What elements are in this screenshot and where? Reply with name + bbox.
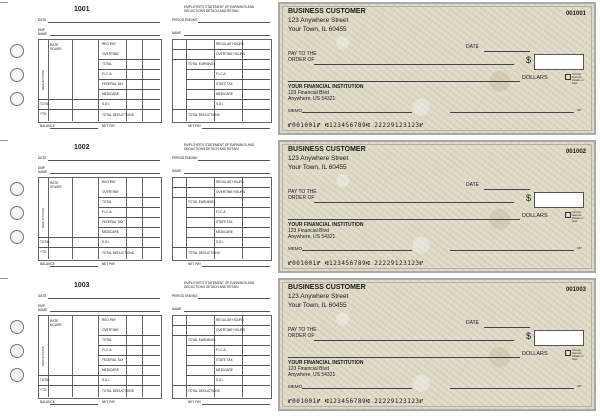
dollar-sign: $ <box>526 331 532 341</box>
check-date-field[interactable] <box>484 189 530 190</box>
stub-emp-name-label: EMP NAME <box>38 28 48 36</box>
dollar-sign: $ <box>526 193 532 203</box>
security-features-text: Security features. Details on back. <box>572 349 584 361</box>
customer-city: Your Town, IL 60455 <box>288 302 347 309</box>
stub-balance-label: BALANCE <box>40 262 55 266</box>
stub-reg-pay-label: REG PAY <box>102 42 116 46</box>
bank-street: 123 Financial Blvd <box>288 90 329 96</box>
stub-total-earnings-label: TOTAL EARNINGS <box>188 338 216 342</box>
stub-total-deductions-label: TOTAL DEDUCTIONS <box>102 113 134 117</box>
customer-name: BUSINESS CUSTOMER <box>288 146 366 153</box>
dollars-label: DOLLARS <box>522 213 548 219</box>
payee-field[interactable] <box>314 340 514 341</box>
stub-net-pay-label-right: NET PAY <box>188 262 202 266</box>
payroll-stub <box>36 2 272 135</box>
dollar-sign: $ <box>526 55 532 65</box>
order-of-text: ORDER OF <box>288 333 315 339</box>
stub-statement: EMPLOYEE'S STATEMENT OF EARNINGS AND DEDUCTIONS DETACH AND RETAIN <box>184 143 255 151</box>
punch-hole-icon <box>10 230 24 244</box>
stub-overtime-label: OVERTIME <box>102 52 119 56</box>
stub-net-pay-label: NET PAY <box>102 400 116 404</box>
stub-statement: EMPLOYEE'S STATEMENT OF EARNINGS AND DEDUCTIONS DETACH AND RETAIN <box>184 281 255 289</box>
stub-regular-hours-label: REGULAR HOURS <box>216 180 244 184</box>
stub-total-deductions-label-right: TOTAL DEDUCTIONS <box>188 389 220 393</box>
punch-hole-icon <box>10 92 24 106</box>
stub-date-line <box>48 160 160 161</box>
check-set <box>0 140 600 273</box>
security-features-text: Security features. Details on back. <box>572 211 584 223</box>
check-set <box>0 278 600 411</box>
stub-total-deductions-label: TOTAL DEDUCTIONS <box>102 389 134 393</box>
payee-field[interactable] <box>314 64 514 65</box>
stub-fica-label-right: F.I.C.A. <box>216 210 227 214</box>
payee-field[interactable] <box>314 202 514 203</box>
check-number: 001001 <box>565 11 586 17</box>
bank-name: YOUR FINANCIAL INSTITUTION <box>288 84 364 90</box>
stub-sdi-label: S.D.I. <box>102 102 110 106</box>
stub-period-label: PERIOD ENDING <box>172 294 198 298</box>
customer-street: 123 Anywhere Street <box>288 155 349 162</box>
amount-field[interactable] <box>534 192 584 208</box>
punch-hole-icon <box>10 344 24 358</box>
stub-number: 1002 <box>74 144 90 151</box>
stub-statement: EMPLOYEE'S STATEMENT OF EARNINGS AND DEDUCTIONS DETACH AND RETAIN <box>184 5 255 13</box>
stub-name-label: NAME <box>172 307 182 311</box>
check-set <box>0 2 600 135</box>
stub-date-line <box>48 298 160 299</box>
stub-ytd-label: YTD <box>40 112 47 116</box>
stub-name-line <box>184 311 270 312</box>
punch-hole-icon <box>10 320 24 334</box>
bank-street: 123 Financial Blvd <box>288 366 329 372</box>
stub-period-line <box>198 160 270 161</box>
stub-total-deductions-label-right: TOTAL DEDUCTIONS <box>188 113 220 117</box>
customer-city: Your Town, IL 60455 <box>288 164 347 171</box>
pay-to-label <box>288 189 317 201</box>
customer-street: 123 Anywhere Street <box>288 293 349 300</box>
stub-date-line <box>48 22 160 23</box>
micr-line: ⑈001001⑈ ⑆123456789⑆ 22229123123⑈ <box>288 398 424 405</box>
pay-to-text: PAY TO THE <box>288 327 317 333</box>
stub-emp-name-label: EMP NAME <box>38 166 48 174</box>
stub-total-label: TOTAL <box>102 338 112 342</box>
stub-deductions-label: DEDUCTIONS <box>41 346 45 366</box>
stub-total-deductions-label: TOTAL DEDUCTIONS <box>102 251 134 255</box>
padlock-icon <box>565 212 571 218</box>
pay-to-text: PAY TO THE <box>288 51 317 57</box>
stub-number: 1001 <box>74 6 90 13</box>
stub-medicare-label: MEDICARE <box>102 368 119 372</box>
stub-overtime-hours-label: OVERTIME HOURS <box>216 190 245 194</box>
stub-medicare-label: MEDICARE <box>102 230 119 234</box>
earnings-grid <box>38 177 162 261</box>
customer-name: BUSINESS CUSTOMER <box>288 8 366 15</box>
stub-overtime-label: OVERTIME <box>102 328 119 332</box>
amount-field[interactable] <box>534 330 584 346</box>
stub-balance-label: BALANCE <box>40 400 55 404</box>
stub-total-label: TOTAL <box>102 62 112 66</box>
stub-total-earnings-label: TOTAL EARNINGS <box>188 62 216 66</box>
stub-ytd-label: YTD <box>40 250 47 254</box>
stub-fica-label: F.I.C.A. <box>102 72 113 76</box>
punch-hole-icon <box>10 44 24 58</box>
stub-sdi-label-right: S.D.I. <box>216 378 224 382</box>
stub-period-label: PERIOD ENDING <box>172 18 198 22</box>
stub-total-row-label: TOTAL <box>40 378 50 382</box>
perforation-tick <box>0 140 8 141</box>
micr-line: ⑈001001⑈ ⑆123456789⑆ 22229123123⑈ <box>288 260 424 267</box>
stub-hours-label: HOURS <box>50 47 62 51</box>
stub-fica-label: F.I.C.A. <box>102 210 113 214</box>
stub-state-label: STATE TAX <box>216 82 233 86</box>
stub-state-label: STATE TAX <box>216 220 233 224</box>
stub-date-label: DATE <box>38 18 47 22</box>
stub-regular-hours-label: REGULAR HOURS <box>216 318 244 322</box>
stub-sdi-label-right: S.D.I. <box>216 240 224 244</box>
stub-ytd-label: YTD <box>40 388 47 392</box>
stub-total-row-label: TOTAL <box>40 240 50 244</box>
amount-words-field[interactable] <box>288 81 520 82</box>
stub-date-label: DATE <box>38 294 47 298</box>
customer-street: 123 Anywhere Street <box>288 17 349 24</box>
stub-fica-label-right: F.I.C.A. <box>216 72 227 76</box>
check-number: 001002 <box>565 149 586 155</box>
check-date-field[interactable] <box>484 327 530 328</box>
stub-deductions-label: DEDUCTIONS <box>41 208 45 228</box>
stub-rate-label: RATE <box>50 181 59 185</box>
pay-to-text: PAY TO THE <box>288 189 317 195</box>
stub-rate-label: RATE <box>50 43 59 47</box>
punch-hole-icon <box>10 368 24 382</box>
perforation-tick <box>0 2 8 3</box>
check-date-label: DATE <box>466 320 479 326</box>
bank-name: YOUR FINANCIAL INSTITUTION <box>288 222 364 228</box>
dollars-label: DOLLARS <box>522 75 548 81</box>
stub-fica-label: F.I.C.A. <box>102 348 113 352</box>
stub-federal-label: FEDERAL TAX <box>102 358 124 362</box>
customer-city: Your Town, IL 60455 <box>288 26 347 33</box>
stub-overtime-hours-label: OVERTIME HOURS <box>216 328 245 332</box>
stub-medicare-label: MEDICARE <box>102 92 119 96</box>
stub-number: 1003 <box>74 282 90 289</box>
stub-hours-label: HOURS <box>50 323 62 327</box>
amount-field[interactable] <box>534 54 584 70</box>
stub-name-line <box>184 35 270 36</box>
stub-name-line <box>184 173 270 174</box>
check <box>278 278 596 411</box>
stub-balance-label: BALANCE <box>40 124 55 128</box>
check-date-label: DATE <box>466 44 479 50</box>
memo-field[interactable] <box>302 388 412 389</box>
stub-reg-pay-label: REG PAY <box>102 318 116 322</box>
bank-street: 123 Financial Blvd <box>288 228 329 234</box>
bank-city: Anywhere, US 54321 <box>288 234 336 240</box>
stub-net-pay-label: NET PAY <box>102 124 116 128</box>
stub-state-label: STATE TAX <box>216 358 233 362</box>
stub-net-pay-label: NET PAY <box>102 262 116 266</box>
amount-words-field[interactable] <box>288 219 520 220</box>
security-features-text: Security features. Details on back. <box>572 73 584 85</box>
stub-federal-label: FEDERAL TAX <box>102 82 124 86</box>
perforation-tick <box>0 278 8 279</box>
dollars-label: DOLLARS <box>522 351 548 357</box>
stub-sdi-label: S.D.I. <box>102 240 110 244</box>
stub-overtime-label: OVERTIME <box>102 190 119 194</box>
stub-medicare-label-right: MEDICARE <box>216 230 233 234</box>
mp-mark: MP <box>577 384 582 388</box>
mp-mark: MP <box>577 246 582 250</box>
punch-hole-icon <box>10 68 24 82</box>
stub-fica-label-right: F.I.C.A. <box>216 348 227 352</box>
check <box>278 2 596 135</box>
memo-label: MEMO <box>288 384 302 389</box>
pay-to-label <box>288 327 317 339</box>
stub-name-label: NAME <box>172 31 182 35</box>
memo-field[interactable] <box>302 250 412 251</box>
stub-rate-label: RATE <box>50 319 59 323</box>
stub-medicare-label-right: MEDICARE <box>216 92 233 96</box>
bank-name: YOUR FINANCIAL INSTITUTION <box>288 360 364 366</box>
stub-net-pay-label-right: NET PAY <box>188 124 202 128</box>
stub-total-label: TOTAL <box>102 200 112 204</box>
stub-overtime-hours-label: OVERTIME HOURS <box>216 52 245 56</box>
stub-total-row-label: TOTAL <box>40 102 50 106</box>
order-of-text: ORDER OF <box>288 195 315 201</box>
check <box>278 140 596 273</box>
check-date-field[interactable] <box>484 51 530 52</box>
earnings-grid <box>38 315 162 399</box>
signature-field[interactable] <box>450 388 574 389</box>
payroll-stub <box>36 278 272 411</box>
bank-city: Anywhere, US 54321 <box>288 96 336 102</box>
bank-city: Anywhere, US 54321 <box>288 372 336 378</box>
stub-total-deductions-label-right: TOTAL DEDUCTIONS <box>188 251 220 255</box>
stub-sdi-label: S.D.I. <box>102 378 110 382</box>
stub-period-line <box>198 298 270 299</box>
signature-field[interactable] <box>450 250 574 251</box>
stub-sdi-label-right: S.D.I. <box>216 102 224 106</box>
punch-hole-icon <box>10 182 24 196</box>
pay-to-label <box>288 51 317 63</box>
order-of-text: ORDER OF <box>288 57 315 63</box>
stub-period-line <box>198 22 270 23</box>
padlock-icon <box>565 74 571 80</box>
amount-words-field[interactable] <box>288 357 520 358</box>
customer-name: BUSINESS CUSTOMER <box>288 284 366 291</box>
check-date-label: DATE <box>466 182 479 188</box>
padlock-icon <box>565 350 571 356</box>
stub-period-label: PERIOD ENDING <box>172 156 198 160</box>
stub-emp-name-line <box>50 173 160 174</box>
stub-hours-label: HOURS <box>50 185 62 189</box>
stub-date-label: DATE <box>38 156 47 160</box>
punch-hole-icon <box>10 206 24 220</box>
check-number: 001003 <box>565 287 586 293</box>
stub-medicare-label-right: MEDICARE <box>216 368 233 372</box>
memo-label: MEMO <box>288 108 302 113</box>
mp-mark: MP <box>577 108 582 112</box>
earnings-grid <box>38 39 162 123</box>
micr-line: ⑈001001⑈ ⑆123456789⑆ 22229123123⑈ <box>288 122 424 129</box>
stub-net-pay-label-right: NET PAY <box>188 400 202 404</box>
stub-total-earnings-label: TOTAL EARNINGS <box>188 200 216 204</box>
signature-field[interactable] <box>450 112 574 113</box>
memo-field[interactable] <box>302 112 412 113</box>
stub-emp-name-line <box>50 311 160 312</box>
stub-deductions-label: DEDUCTIONS <box>41 70 45 90</box>
payroll-stub <box>36 140 272 273</box>
stub-emp-name-label: EMP NAME <box>38 304 48 312</box>
stub-reg-pay-label: REG PAY <box>102 180 116 184</box>
stub-regular-hours-label: REGULAR HOURS <box>216 42 244 46</box>
stub-federal-label: FEDERAL TAX <box>102 220 124 224</box>
memo-label: MEMO <box>288 246 302 251</box>
stub-name-label: NAME <box>172 169 182 173</box>
stub-emp-name-line <box>50 35 160 36</box>
